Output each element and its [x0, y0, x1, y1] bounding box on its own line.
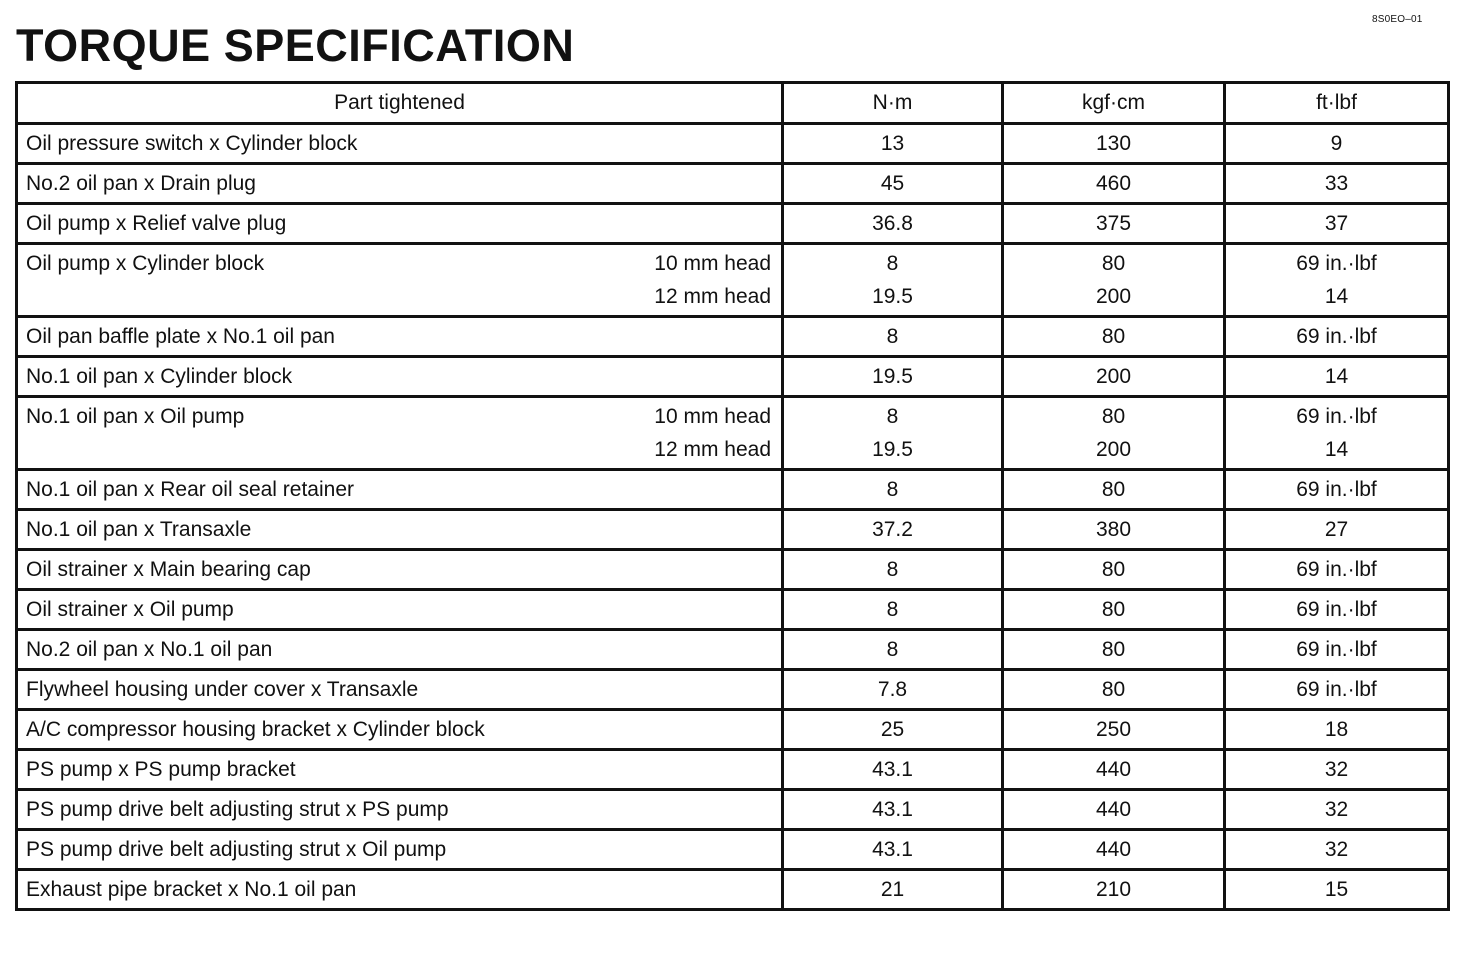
part-cell	[17, 750, 783, 790]
variant-label: 12 mm head	[654, 438, 771, 461]
part-cell	[17, 164, 783, 204]
table-row	[17, 204, 1449, 244]
table-row	[17, 790, 1449, 830]
value-ftlbf: 69 in.·lbf	[1225, 590, 1449, 630]
value-ftlbf: 14	[1324, 438, 1349, 461]
value-kgfcm: 130	[1003, 124, 1225, 164]
value-ftlbf: 69 in.·lbf	[1225, 317, 1449, 357]
value-nm: 8	[783, 550, 1003, 590]
value-kgfcm: 200	[1095, 438, 1132, 461]
value-kgfcm: 375	[1003, 204, 1225, 244]
table-row	[17, 397, 1449, 470]
value-nm: 8	[783, 590, 1003, 630]
part-line	[26, 247, 773, 280]
table-row	[17, 470, 1449, 510]
value-stack	[792, 247, 993, 313]
value-ftlbf: 69 in.·lbf	[1225, 470, 1449, 510]
part-cell	[17, 550, 783, 590]
part-cell	[17, 470, 783, 510]
value-nm: 21	[783, 870, 1003, 910]
value-stack	[1234, 247, 1439, 313]
table-row	[17, 590, 1449, 630]
table-header-row	[17, 83, 1449, 124]
value-cell-kgfcm	[1003, 244, 1225, 317]
value-kgfcm: 440	[1003, 750, 1225, 790]
value-nm: 25	[783, 710, 1003, 750]
page-title: TORQUE SPECIFICATION	[16, 20, 575, 71]
table-row	[17, 630, 1449, 670]
table-row	[17, 670, 1449, 710]
part-stack	[26, 247, 773, 313]
value-kgfcm: 440	[1003, 790, 1225, 830]
value-kgfcm: 440	[1003, 830, 1225, 870]
value-ftlbf: 32	[1225, 790, 1449, 830]
table-row	[17, 870, 1449, 910]
value-kgfcm: 80	[1101, 252, 1126, 275]
value-kgfcm: 80	[1003, 590, 1225, 630]
value-cell-nm	[783, 397, 1003, 470]
value-ftlbf: 33	[1225, 164, 1449, 204]
value-ftlbf: 14	[1225, 357, 1449, 397]
value-nm: 19.5	[872, 438, 913, 461]
value-kgfcm: 80	[1003, 470, 1225, 510]
value-nm: 19.5	[783, 357, 1003, 397]
part-name: Oil strainer x Oil pump	[26, 598, 234, 621]
header-ftlbf: ft·lbf	[1225, 83, 1449, 124]
value-ftlbf: 69 in.·lbf	[1225, 670, 1449, 710]
value-kgfcm: 80	[1003, 630, 1225, 670]
value-kgfcm: 200	[1003, 357, 1225, 397]
part-cell	[17, 590, 783, 630]
value-nm: 8	[783, 317, 1003, 357]
value-nm: 8	[783, 630, 1003, 670]
part-name: No.1 oil pan x Transaxle	[26, 518, 252, 541]
value-ftlbf: 69 in.·lbf	[1296, 405, 1377, 428]
value-nm: 13	[783, 124, 1003, 164]
table-row	[17, 124, 1449, 164]
value-ftlbf: 69 in.·lbf	[1225, 630, 1449, 670]
part-cell	[17, 630, 783, 670]
value-ftlbf: 69 in.·lbf	[1225, 550, 1449, 590]
value-cell-kgfcm	[1003, 397, 1225, 470]
value-ftlbf: 14	[1324, 285, 1349, 308]
part-name: No.2 oil pan x Drain plug	[26, 172, 256, 195]
part-cell	[17, 397, 783, 470]
variant-label: 10 mm head	[654, 405, 771, 428]
part-name: A/C compressor housing bracket x Cylinder block	[26, 718, 485, 741]
table-row	[17, 830, 1449, 870]
document-code: 8S0EO–01	[1372, 14, 1423, 25]
value-cell-ftlbf	[1225, 244, 1449, 317]
value-kgfcm: 80	[1101, 405, 1126, 428]
value-kgfcm: 380	[1003, 510, 1225, 550]
value-kgfcm: 80	[1003, 670, 1225, 710]
part-name: Oil pan baffle plate x No.1 oil pan	[26, 325, 335, 348]
value-nm: 36.8	[783, 204, 1003, 244]
value-ftlbf: 18	[1225, 710, 1449, 750]
table-row	[17, 164, 1449, 204]
value-kgfcm: 200	[1095, 285, 1132, 308]
part-name: No.1 oil pan x Cylinder block	[26, 365, 293, 388]
part-stack	[26, 400, 773, 466]
variant-label: 10 mm head	[654, 252, 771, 275]
value-nm: 37.2	[783, 510, 1003, 550]
part-line	[26, 280, 773, 313]
value-nm: 43.1	[783, 790, 1003, 830]
part-name: No.2 oil pan x No.1 oil pan	[26, 638, 273, 661]
value-cell-nm	[783, 244, 1003, 317]
value-nm: 43.1	[783, 750, 1003, 790]
part-name: Oil pump x Relief valve plug	[26, 212, 287, 235]
value-nm: 7.8	[783, 670, 1003, 710]
torque-specification-table	[15, 81, 1450, 911]
value-nm: 43.1	[783, 830, 1003, 870]
value-kgfcm: 460	[1003, 164, 1225, 204]
part-cell	[17, 790, 783, 830]
part-name: Oil pump x Cylinder block	[26, 252, 265, 275]
value-stack	[1012, 247, 1215, 313]
table-row	[17, 550, 1449, 590]
table-row	[17, 510, 1449, 550]
part-line	[26, 400, 773, 433]
part-name: PS pump drive belt adjusting strut x Oil pump	[26, 838, 447, 861]
value-stack	[792, 400, 993, 466]
value-nm: 19.5	[872, 285, 913, 308]
value-ftlbf: 32	[1225, 830, 1449, 870]
value-stack	[1234, 400, 1439, 466]
header-kgfcm: kgf·cm	[1003, 83, 1225, 124]
table-row	[17, 317, 1449, 357]
variant-label: 12 mm head	[654, 285, 771, 308]
part-name: No.1 oil pan x Rear oil seal retainer	[26, 478, 355, 501]
value-kgfcm: 80	[1003, 317, 1225, 357]
part-name: Exhaust pipe bracket x No.1 oil pan	[26, 878, 357, 901]
part-cell	[17, 317, 783, 357]
part-cell	[17, 510, 783, 550]
value-ftlbf: 32	[1225, 750, 1449, 790]
table-row	[17, 357, 1449, 397]
header-nm: N·m	[783, 83, 1003, 124]
value-ftlbf: 15	[1225, 870, 1449, 910]
value-kgfcm: 80	[1003, 550, 1225, 590]
part-cell	[17, 124, 783, 164]
table-row	[17, 710, 1449, 750]
value-nm: 8	[886, 405, 899, 428]
value-kgfcm: 210	[1003, 870, 1225, 910]
part-cell	[17, 357, 783, 397]
value-ftlbf: 27	[1225, 510, 1449, 550]
part-name: Flywheel housing under cover x Transaxle	[26, 678, 419, 701]
table-row	[17, 750, 1449, 790]
part-cell	[17, 204, 783, 244]
value-kgfcm: 250	[1003, 710, 1225, 750]
part-name: No.1 oil pan x Oil pump	[26, 405, 245, 428]
header-part-tightened: Part tightened	[17, 83, 783, 124]
value-nm: 8	[886, 252, 899, 275]
part-cell	[17, 830, 783, 870]
value-ftlbf: 37	[1225, 204, 1449, 244]
part-cell	[17, 244, 783, 317]
part-name: PS pump x PS pump bracket	[26, 758, 296, 781]
part-name: PS pump drive belt adjusting strut x PS pump	[26, 798, 449, 821]
part-cell	[17, 670, 783, 710]
part-name: Oil strainer x Main bearing cap	[26, 558, 311, 581]
value-cell-ftlbf	[1225, 397, 1449, 470]
value-ftlbf: 69 in.·lbf	[1296, 252, 1377, 275]
table-body	[17, 124, 1449, 910]
value-nm: 8	[783, 470, 1003, 510]
part-cell	[17, 870, 783, 910]
value-stack	[1012, 400, 1215, 466]
table-row	[17, 244, 1449, 317]
value-ftlbf: 9	[1225, 124, 1449, 164]
part-name: Oil pressure switch x Cylinder block	[26, 132, 358, 155]
part-cell	[17, 710, 783, 750]
part-line	[26, 433, 773, 466]
value-nm: 45	[783, 164, 1003, 204]
